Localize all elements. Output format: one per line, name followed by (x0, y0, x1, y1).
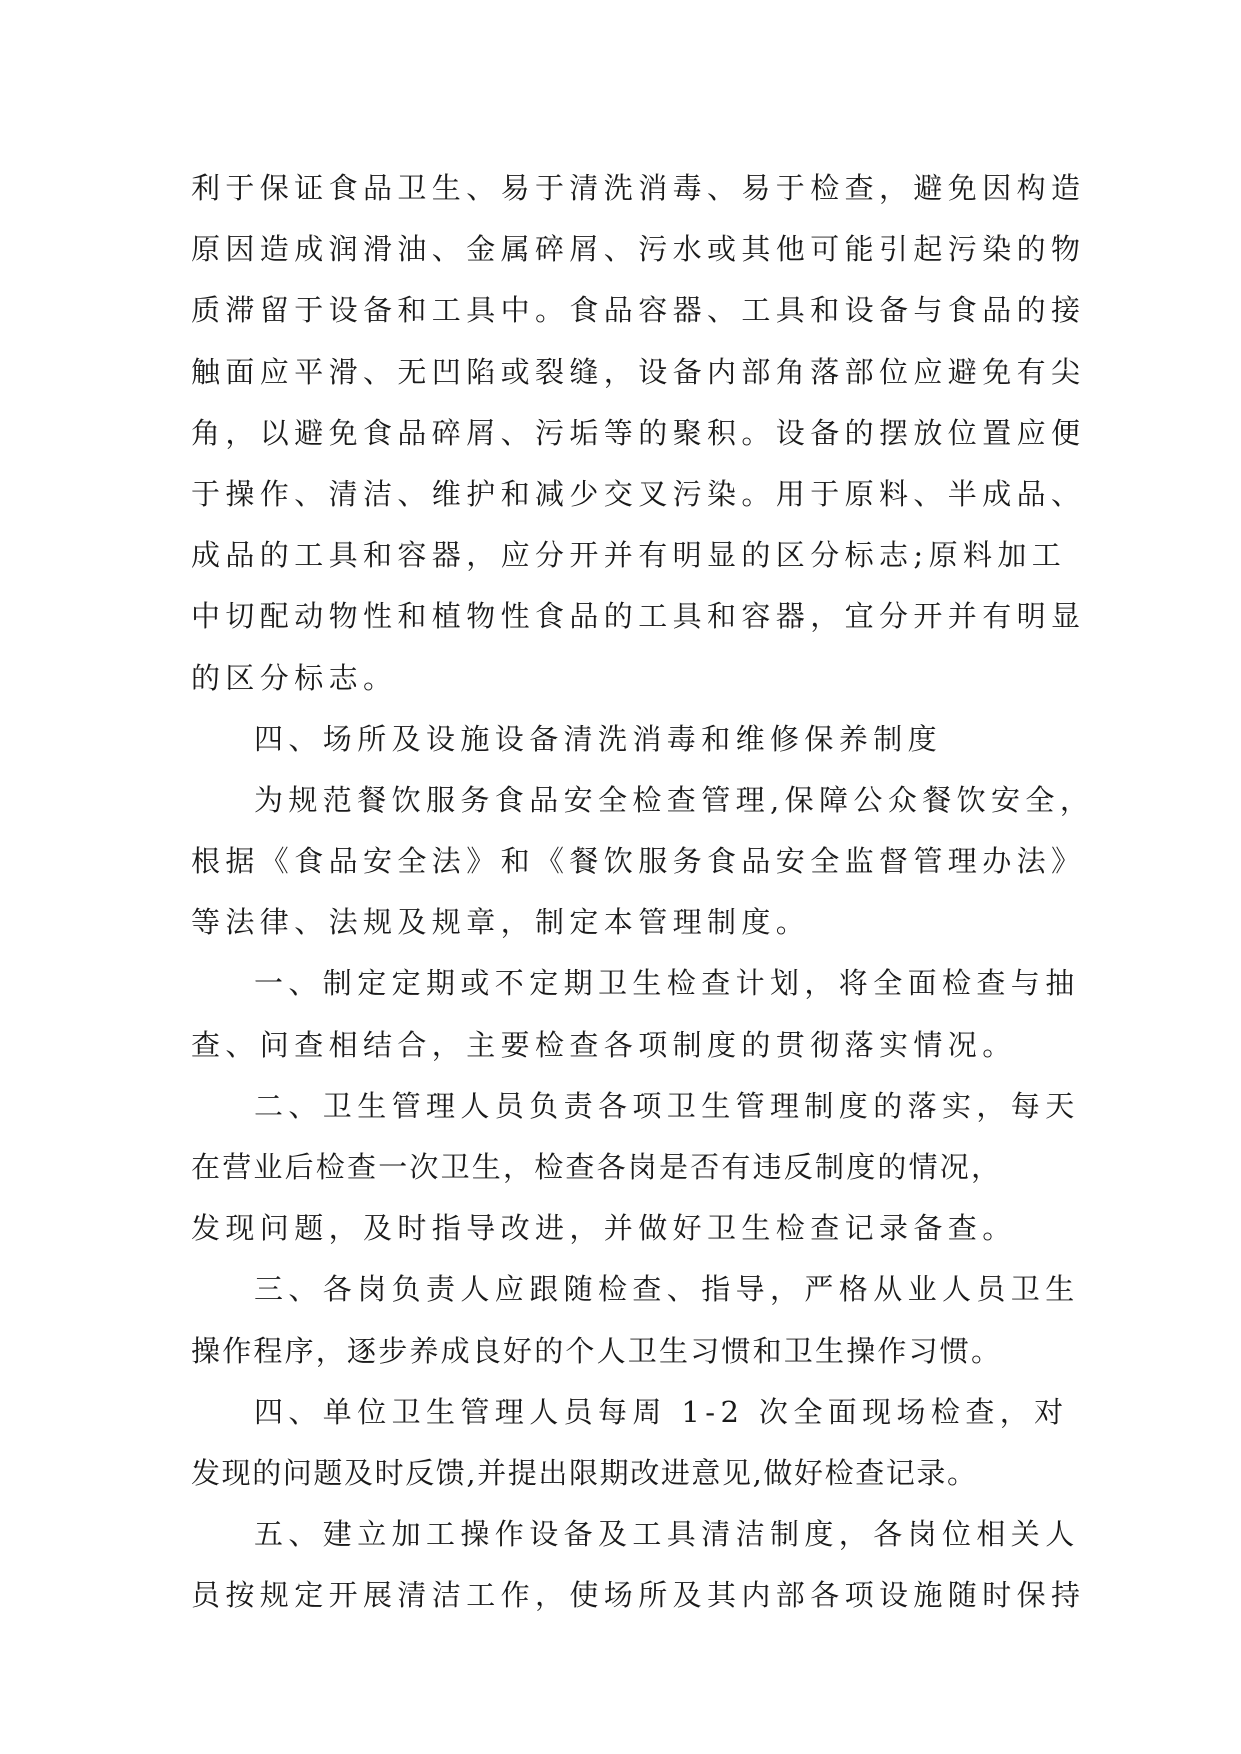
text-line: 原因造成润滑油、金属碎屑、污水或其他可能引起污染的物 (191, 232, 1086, 267)
text-line: 一、制定定期或不定期卫生检查计划，将全面检查与抽 (254, 966, 1080, 1001)
text-line: 利于保证食品卫生、易于清洗消毒、易于检查，避免因构造 (191, 171, 1086, 205)
document-body (191, 158, 1095, 1627)
text-line: 等法律、法规及规章，制定本管理制度。 (191, 905, 811, 940)
text-line: 根据《食品安全法》和《餐饮服务食品安全监督管理办法》 (191, 844, 1086, 879)
text-line: 员按规定开展清洁工作，使场所及其内部各项设施随时保持 (191, 1578, 1086, 1613)
text-line: 的区分标志。 (191, 660, 398, 695)
text-line: 质滞留于设备和工具中。食品容器、工具和设备与食品的接 (191, 293, 1086, 328)
text-line: 发现的问题及时反馈,并提出限期改进意见,做好检查记录。 (191, 1455, 978, 1490)
text-line: 发现问题，及时指导改进，并做好卫生检查记录备查。 (191, 1211, 1017, 1246)
text-line: 五、建立加工操作设备及工具清洁制度，各岗位相关人 (254, 1517, 1080, 1552)
text-line: 在营业后检查一次卫生，检查各岗是否有违反制度的情况， (191, 1150, 1003, 1184)
text-line: 查、问查相结合，主要检查各项制度的贯彻落实情况。 (191, 1027, 1017, 1062)
text-line: 于操作、清洁、维护和减少交叉污染。用于原料、半成品、 (191, 476, 1086, 511)
text-line: 操作程序，逐步养成良好的个人卫生习惯和卫生操作习惯。 (191, 1333, 1003, 1368)
text-line: 四、单位卫生管理人员每周 1-2 次全面现场检查，对 (254, 1394, 1069, 1429)
text-line: 中切配动物性和植物性食品的工具和容器，宜分开并有明显 (191, 599, 1086, 634)
text-line: 成品的工具和容器，应分开并有明显的区分标志;原料加工 (191, 538, 1067, 573)
text-line: 为规范餐饮服务食品安全检查管理,保障公众餐饮安全， (254, 782, 1095, 817)
section-heading: 四、场所及设施设备清洗消毒和维修保养制度 (254, 721, 943, 756)
text-line: 二、卫生管理人员负责各项卫生管理制度的落实，每天 (254, 1088, 1080, 1123)
text-line: 角，以避免食品碎屑、污垢等的聚积。设备的摆放位置应便 (191, 415, 1086, 450)
text-line: 三、各岗负责人应跟随检查、指导，严格从业人员卫生 (254, 1272, 1080, 1307)
text-line: 触面应平滑、无凹陷或裂缝，设备内部角落部位应避免有尖 (191, 354, 1086, 389)
